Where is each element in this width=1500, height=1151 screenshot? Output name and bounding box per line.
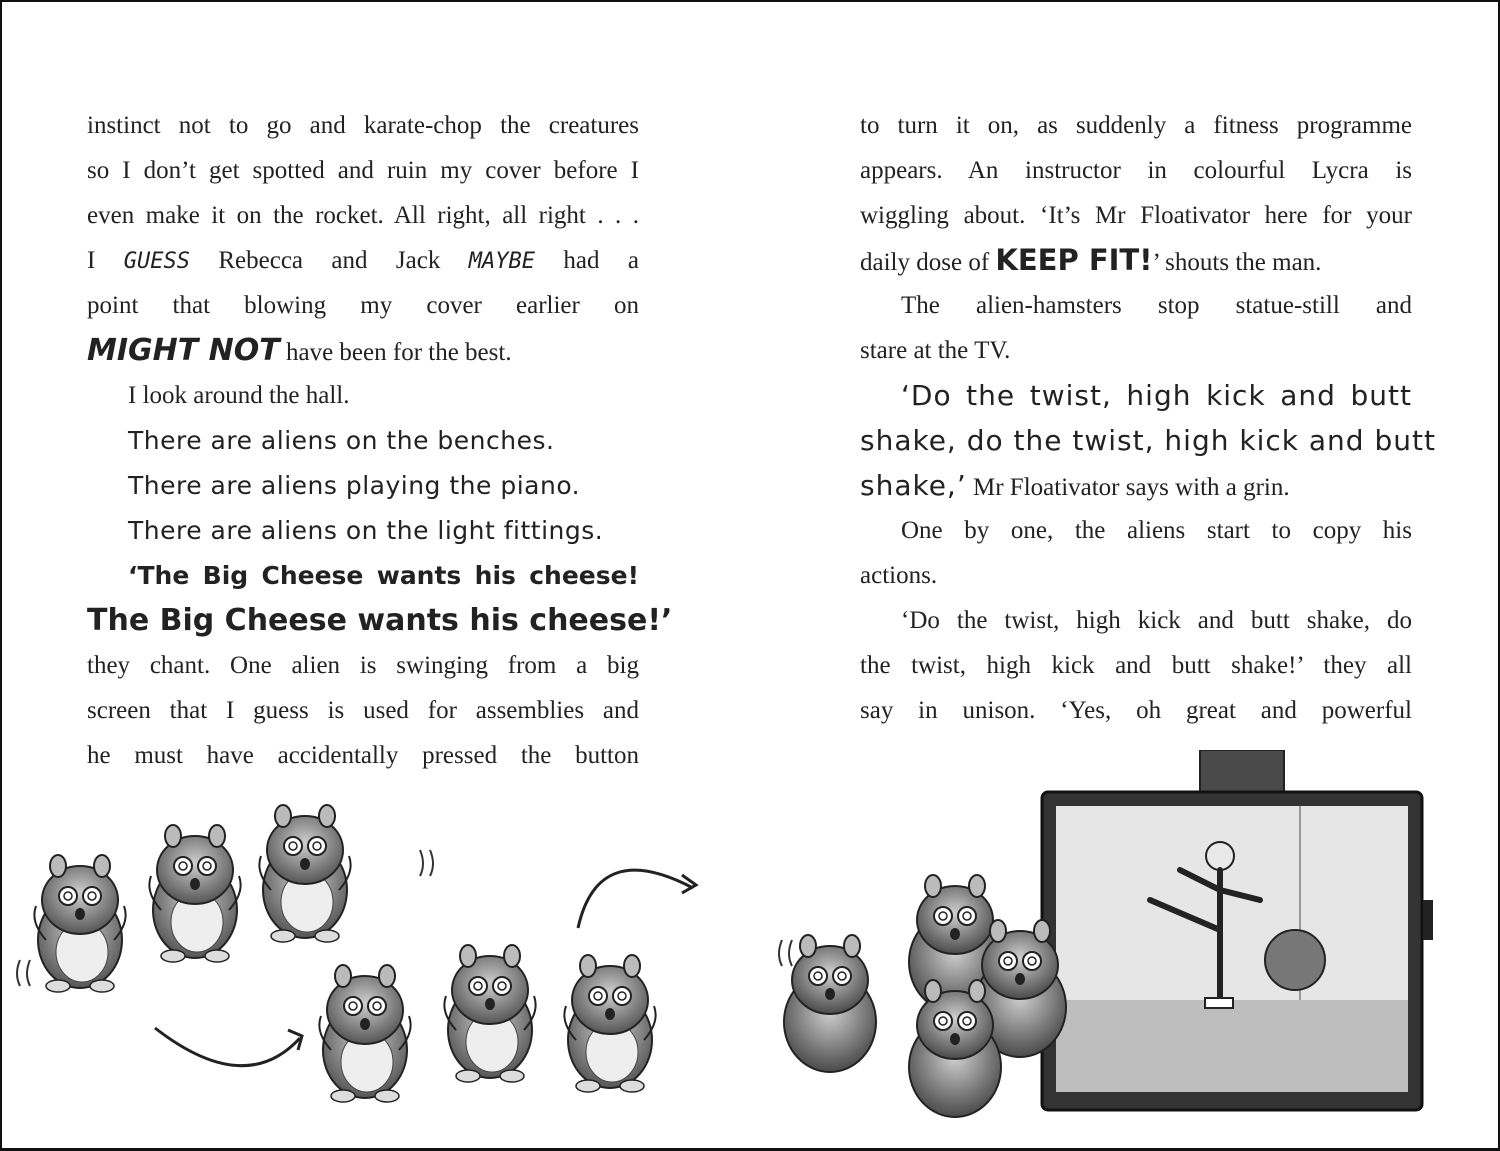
emphasis-might-not: MIGHT NOT [87,333,280,368]
hamster-figure [149,825,240,962]
text-fragment: had a [563,247,640,274]
text-line [860,238,1412,283]
handwritten-line: ‘Do the twist, high kick and butt [901,379,1412,412]
text-line [87,328,639,373]
text-line: even make it on the rocket. All right, all right . . . [87,202,639,229]
text-line [87,238,639,283]
text-fragment: I [87,247,96,274]
exercise-ball-icon [1265,930,1325,990]
hamster-figure [444,945,535,1082]
text-line: to turn it on, as suddenly a fitness programme [860,112,1412,139]
text-line [860,463,1412,508]
instructor-figure [1206,842,1234,870]
text-fragment: Rebecca and Jack [218,247,441,274]
hamster-figure [34,855,125,992]
text-line: The alien-hamsters stop statue-still and [901,292,1412,319]
text-line: I look around the hall. [128,382,350,409]
text-fragment: Mr Floativator says with a grin. [973,474,1290,501]
hamster-figure [259,805,350,942]
right-page [860,103,1436,733]
text-line: stare at the TV. [860,337,1011,364]
hamster-figure [564,955,655,1092]
text-line: say in unison. ‘Yes, oh great and powerful [860,697,1412,724]
handwritten-line: There are aliens on the benches. [128,426,555,455]
handwritten-line: There are aliens playing the piano. [128,471,581,500]
handwritten-line: There are aliens on the light fittings. [128,516,604,545]
text-line: instinct not to go and karate-chop the creatures [87,112,639,139]
emphasis-maybe: MAYBE [468,249,535,274]
tv-fitness-illustration [760,750,1460,1150]
chant-line: ‘The Big Cheese wants his cheese! [128,561,639,590]
emphasis-guess: GUESS [123,249,190,274]
text-line: he must have accidentally pressed the button [87,742,639,769]
text-fragment: daily dose of [860,249,990,276]
text-line: the twist, high kick and butt shake!’ they all [860,652,1412,679]
motion-arrow-icon [578,870,693,928]
left-page [87,103,673,778]
handwritten-line: shake, do the twist, high kick and butt [860,424,1436,457]
text-line: wiggling about. ‘It’s Mr Floativator here for your [860,202,1412,229]
text-line: screen that I guess is used for assemblies and [87,697,639,724]
text-line: point that blowing my cover earlier on [87,292,639,319]
emphasis-keep-fit: KEEP FIT! [995,243,1153,277]
hamster-figure [784,935,876,1072]
motion-arrow-icon [155,1028,300,1066]
text-line: so I don’t get spotted and ruin my cover before I [87,157,639,184]
hamster-figure [319,965,410,1102]
text-line: they chant. One alien is swinging from a big [87,652,639,679]
text-fragment: have been for the best. [285,339,512,366]
handwritten-fragment: shake,’ [860,469,967,502]
tv-mount [1200,750,1284,796]
text-line: actions. [860,562,938,589]
text-line: appears. An instructor in colourful Lycra is [860,157,1412,184]
dancing-hamsters-illustration [0,780,740,1150]
chant-line-large: The Big Cheese wants his cheese!’ [87,603,673,638]
text-line: ‘Do the twist, high kick and butt shake, do [901,607,1412,634]
text-fragment: ’ shouts the man. [1152,249,1322,276]
text-line: One by one, the aliens start to copy his [901,517,1412,544]
